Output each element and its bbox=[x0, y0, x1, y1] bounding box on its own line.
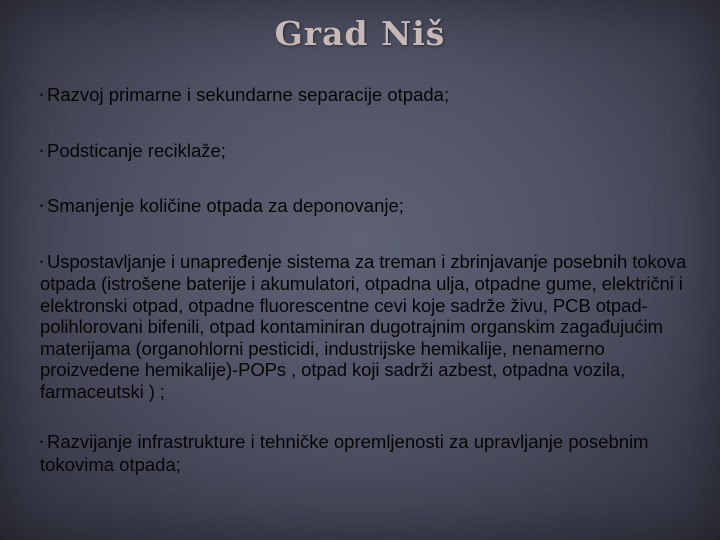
bullet-item bbox=[40, 251, 700, 403]
bullet-icon: • bbox=[40, 90, 44, 100]
bullet-icon: • bbox=[40, 145, 44, 156]
bullet-icon: • bbox=[40, 437, 44, 447]
bullet-icon: • bbox=[40, 256, 44, 267]
bullet-text: Razvoj primarne i sekundarne separacije otpada; bbox=[47, 84, 450, 105]
bullet-icon: • bbox=[40, 201, 44, 211]
bullet-item bbox=[40, 140, 700, 163]
bullet-list bbox=[40, 84, 700, 475]
bullet-text: Smanjenje količine otpada za deponovanje; bbox=[47, 195, 404, 216]
bullet-text: Uspostavljanje i unapređenje sistema za treman i zbrinjavanje posebnih tokova otpada (istrošene baterije i akumulatori, otpadna ulja, otpadne gume, električni i elektronski otpad, otpadne fluorescentne cevi koje sadrže živu, PCB otpad-polihlorovani bifenili, otpad kontaminiran dugotrajnim organskim zagađujućim materijama (organohlorni pesticidi, industrijske hemikalije, nenamerno proizvedene hemikalije)-POPs , otpad koji sadrži azbest, otpadna vozila, farmaceutski ) ; bbox=[40, 250, 687, 402]
bullet-text: Razvijanje infrastrukture i tehničke opremljenosti za upravljanje posebnim tokovima otpada; bbox=[40, 431, 649, 475]
bullet-item bbox=[40, 84, 700, 107]
slide-title: Grad Niš bbox=[274, 14, 446, 53]
bullet-item bbox=[40, 431, 700, 475]
bullet-item bbox=[40, 195, 700, 218]
bullet-text: Podsticanje reciklaže; bbox=[47, 139, 226, 161]
